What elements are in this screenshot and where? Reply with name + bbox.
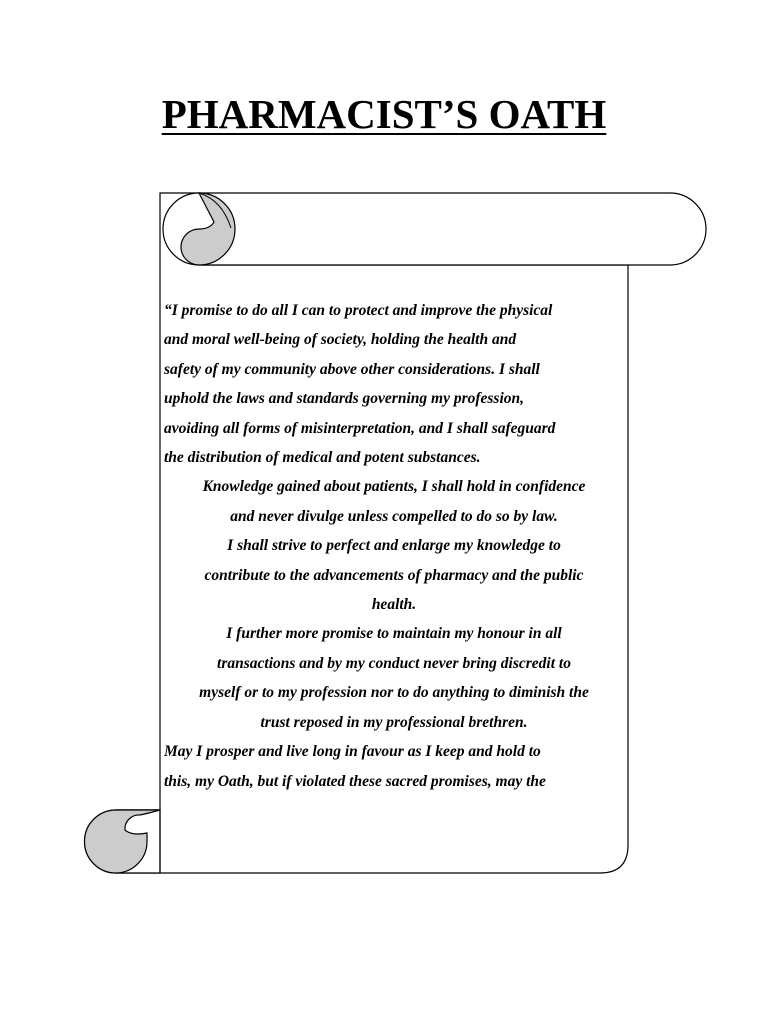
oath-line: I further more promise to maintain my honour in all [226,625,562,643]
oath-line: contribute to the advancements of pharmacy and the public [204,566,584,584]
oath-line: May I prosper and live long in favour as I keep and hold to [164,743,541,761]
oath-line: uphold the laws and standards governing my profession, [164,390,525,408]
oath-line: and moral well-being of society, holding the health and [164,331,517,349]
oath-line: and never divulge unless compelled to do so by law. [230,507,558,525]
oath-line: “I promise to do all I can to protect and improve the physical [164,302,553,319]
oath-line: myself or to my profession nor to do anything to diminish the [199,684,589,702]
oath-line: the distribution of medical and potent substances. [164,449,481,467]
oath-line: transactions and by my conduct never bring discredit to [217,654,571,672]
oath-line: safety of my community above other considerations. I shall [164,360,540,378]
oath-line: I shall strive to perfect and enlarge my knowledge to [227,537,561,555]
scroll-top-roll [163,193,706,265]
oath-line: Knowledge gained about patients, I shall hold in confidence [202,478,586,496]
oath-line: trust reposed in my professional brethren. [260,713,528,731]
page-title-text: PHARMACIST’S OATH [161,91,607,137]
oath-line: health. [371,596,417,614]
oath-line: this, my Oath, but if violated these sacred promises, may the [164,772,546,790]
oath-text [164,296,624,796]
oath-line: avoiding all forms of misinterpretation, and I shall safeguard [164,419,556,437]
